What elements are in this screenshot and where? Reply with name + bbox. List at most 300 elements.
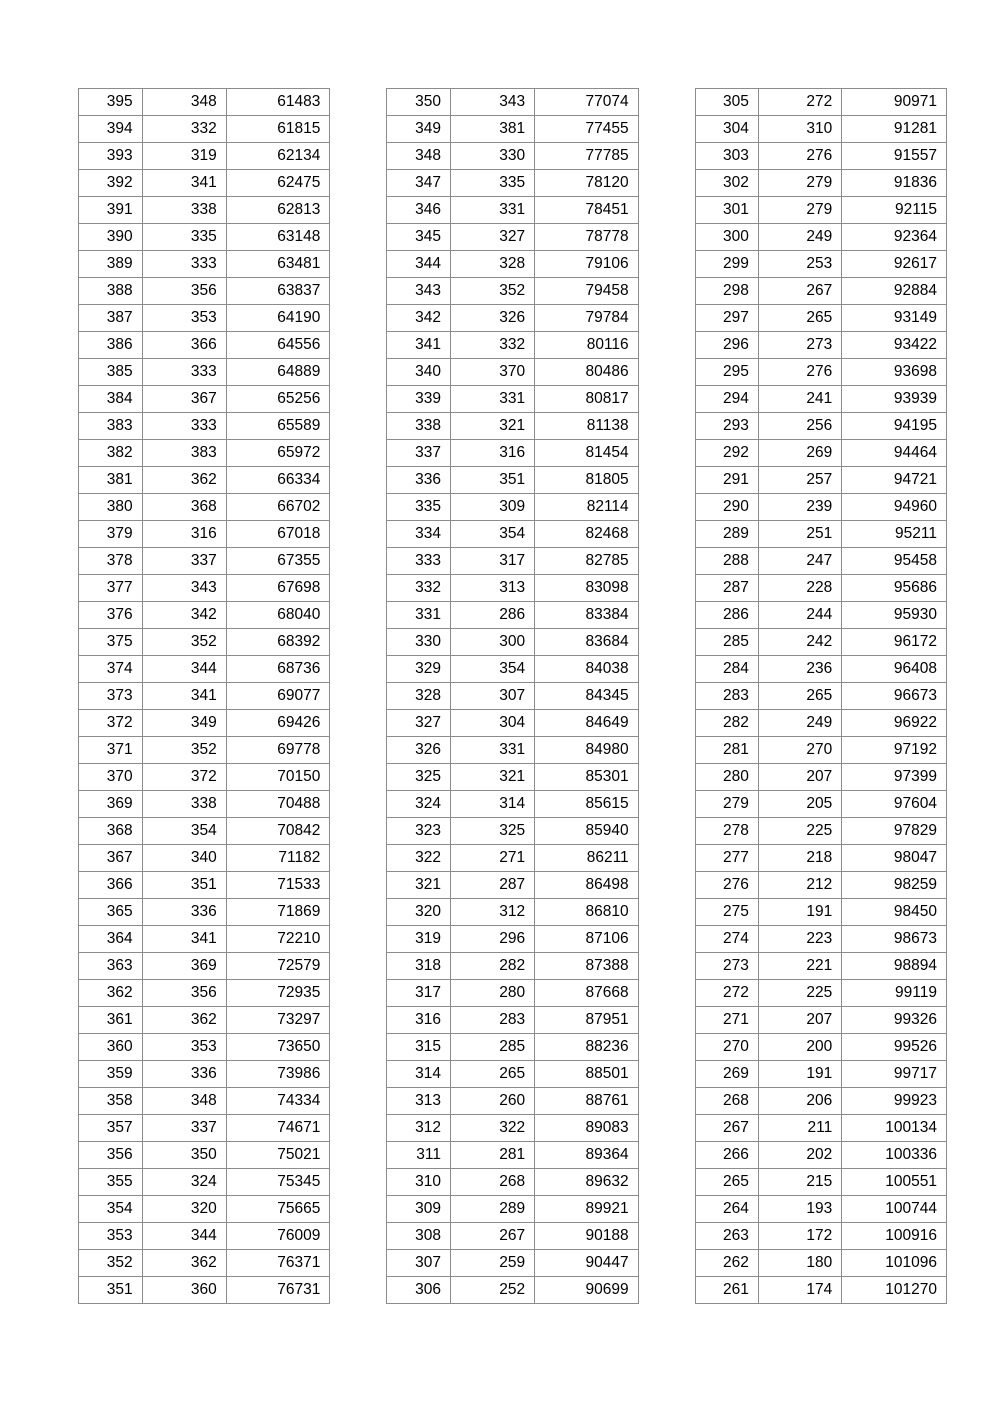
cell-count: 304	[450, 710, 534, 737]
table-row	[387, 1277, 638, 1304]
cell-count: 356	[142, 980, 226, 1007]
cell-count: 352	[142, 737, 226, 764]
cell-cumulative: 92884	[842, 278, 947, 305]
table-row	[695, 143, 946, 170]
cell-count: 337	[142, 548, 226, 575]
table-row	[387, 710, 638, 737]
cell-cumulative: 84980	[535, 737, 639, 764]
table-row	[387, 656, 638, 683]
cell-score: 328	[387, 683, 451, 710]
table-row	[79, 143, 330, 170]
cell-count: 249	[758, 710, 841, 737]
cell-count: 285	[450, 1034, 534, 1061]
cell-cumulative: 100916	[842, 1223, 947, 1250]
cell-cumulative: 69426	[226, 710, 330, 737]
cell-count: 332	[450, 332, 534, 359]
table-row	[387, 467, 638, 494]
table-row	[387, 116, 638, 143]
cell-cumulative: 86498	[535, 872, 639, 899]
table-row	[79, 1034, 330, 1061]
table-row	[387, 629, 638, 656]
table-row	[695, 548, 946, 575]
table-row	[695, 629, 946, 656]
cell-score: 342	[387, 305, 451, 332]
cell-score: 321	[387, 872, 451, 899]
cell-cumulative: 71533	[226, 872, 330, 899]
cell-score: 390	[79, 224, 143, 251]
table-row	[695, 1169, 946, 1196]
cell-count: 236	[758, 656, 841, 683]
cell-score: 271	[695, 1007, 758, 1034]
cell-score: 355	[79, 1169, 143, 1196]
table-row	[79, 1250, 330, 1277]
cell-count: 282	[450, 953, 534, 980]
cell-cumulative: 98673	[842, 926, 947, 953]
cell-score: 393	[79, 143, 143, 170]
cell-score: 353	[79, 1223, 143, 1250]
cell-score: 267	[695, 1115, 758, 1142]
table-row	[387, 926, 638, 953]
cell-count: 253	[758, 251, 841, 278]
table-row	[79, 278, 330, 305]
cell-cumulative: 85615	[535, 791, 639, 818]
table-row	[387, 440, 638, 467]
cell-score: 323	[387, 818, 451, 845]
cell-score: 320	[387, 899, 451, 926]
cell-score: 310	[387, 1169, 451, 1196]
cell-score: 387	[79, 305, 143, 332]
cell-count: 333	[142, 359, 226, 386]
table-row	[695, 1007, 946, 1034]
cell-score: 347	[387, 170, 451, 197]
table-row	[79, 386, 330, 413]
table-row	[695, 872, 946, 899]
panel-right	[695, 88, 947, 1304]
cell-score: 317	[387, 980, 451, 1007]
cell-count: 269	[758, 440, 841, 467]
cell-count: 344	[142, 1223, 226, 1250]
cell-count: 205	[758, 791, 841, 818]
cell-count: 372	[142, 764, 226, 791]
cell-cumulative: 88761	[535, 1088, 639, 1115]
cell-score: 373	[79, 683, 143, 710]
cell-score: 278	[695, 818, 758, 845]
cell-score: 284	[695, 656, 758, 683]
cell-cumulative: 78451	[535, 197, 639, 224]
cell-score: 348	[387, 143, 451, 170]
cell-score: 339	[387, 386, 451, 413]
table-row	[387, 1142, 638, 1169]
cell-count: 211	[758, 1115, 841, 1142]
cell-score: 343	[387, 278, 451, 305]
table-row	[79, 791, 330, 818]
cell-score: 374	[79, 656, 143, 683]
cell-count: 273	[758, 332, 841, 359]
cell-cumulative: 67698	[226, 575, 330, 602]
cell-score: 288	[695, 548, 758, 575]
table-row	[79, 548, 330, 575]
table-row	[695, 251, 946, 278]
cell-count: 313	[450, 575, 534, 602]
cell-score: 306	[387, 1277, 451, 1304]
cell-cumulative: 96673	[842, 683, 947, 710]
cell-score: 316	[387, 1007, 451, 1034]
cell-score: 383	[79, 413, 143, 440]
cell-cumulative: 81138	[535, 413, 639, 440]
cell-cumulative: 67018	[226, 521, 330, 548]
cell-score: 344	[387, 251, 451, 278]
cell-cumulative: 100551	[842, 1169, 947, 1196]
cell-score: 274	[695, 926, 758, 953]
cell-count: 368	[142, 494, 226, 521]
cell-cumulative: 70150	[226, 764, 330, 791]
cell-cumulative: 68392	[226, 629, 330, 656]
cell-cumulative: 74334	[226, 1088, 330, 1115]
cell-count: 283	[450, 1007, 534, 1034]
cell-score: 381	[79, 467, 143, 494]
cell-cumulative: 65256	[226, 386, 330, 413]
cell-count: 191	[758, 899, 841, 926]
table-row	[79, 1061, 330, 1088]
cell-count: 348	[142, 89, 226, 116]
cell-count: 279	[758, 170, 841, 197]
cell-count: 352	[142, 629, 226, 656]
cell-count: 200	[758, 1034, 841, 1061]
cell-cumulative: 95458	[842, 548, 947, 575]
cell-count: 316	[450, 440, 534, 467]
cell-cumulative: 101096	[842, 1250, 947, 1277]
cell-score: 345	[387, 224, 451, 251]
table-row	[79, 116, 330, 143]
cell-cumulative: 79784	[535, 305, 639, 332]
cell-score: 292	[695, 440, 758, 467]
cell-score: 296	[695, 332, 758, 359]
table-row	[79, 1223, 330, 1250]
cell-cumulative: 75665	[226, 1196, 330, 1223]
cell-count: 286	[450, 602, 534, 629]
cell-count: 193	[758, 1196, 841, 1223]
cell-count: 265	[758, 305, 841, 332]
table-row	[387, 764, 638, 791]
table-row	[79, 710, 330, 737]
cell-score: 331	[387, 602, 451, 629]
cell-count: 354	[450, 656, 534, 683]
table-row	[387, 332, 638, 359]
table-row	[387, 494, 638, 521]
cell-score: 372	[79, 710, 143, 737]
cell-score: 285	[695, 629, 758, 656]
table-row	[79, 1277, 330, 1304]
cell-count: 268	[450, 1169, 534, 1196]
table-row	[387, 1169, 638, 1196]
cell-count: 212	[758, 872, 841, 899]
cell-count: 260	[450, 1088, 534, 1115]
cell-count: 314	[450, 791, 534, 818]
table-row	[79, 170, 330, 197]
cell-count: 326	[450, 305, 534, 332]
cell-count: 316	[142, 521, 226, 548]
cell-cumulative: 98259	[842, 872, 947, 899]
cell-cumulative: 98047	[842, 845, 947, 872]
cell-cumulative: 92115	[842, 197, 947, 224]
cell-cumulative: 99119	[842, 980, 947, 1007]
table-row	[695, 575, 946, 602]
cell-cumulative: 61483	[226, 89, 330, 116]
table-row	[387, 1088, 638, 1115]
cell-cumulative: 86211	[535, 845, 639, 872]
cell-cumulative: 75345	[226, 1169, 330, 1196]
table-row	[695, 467, 946, 494]
cell-cumulative: 100134	[842, 1115, 947, 1142]
cell-count: 296	[450, 926, 534, 953]
table-row	[387, 1250, 638, 1277]
cell-cumulative: 92617	[842, 251, 947, 278]
table-row	[79, 521, 330, 548]
cell-cumulative: 86810	[535, 899, 639, 926]
table-row	[79, 1142, 330, 1169]
cell-score: 351	[79, 1277, 143, 1304]
cell-count: 251	[758, 521, 841, 548]
cell-cumulative: 90188	[535, 1223, 639, 1250]
cell-count: 381	[450, 116, 534, 143]
cell-count: 215	[758, 1169, 841, 1196]
table-row	[387, 1007, 638, 1034]
cell-cumulative: 83684	[535, 629, 639, 656]
cell-cumulative: 84649	[535, 710, 639, 737]
cell-cumulative: 63837	[226, 278, 330, 305]
cell-count: 207	[758, 764, 841, 791]
cell-count: 239	[758, 494, 841, 521]
cell-score: 311	[387, 1142, 451, 1169]
cell-score: 338	[387, 413, 451, 440]
cell-score: 354	[79, 1196, 143, 1223]
cell-score: 264	[695, 1196, 758, 1223]
cell-score: 327	[387, 710, 451, 737]
cell-cumulative: 95686	[842, 575, 947, 602]
cell-cumulative: 64190	[226, 305, 330, 332]
cell-cumulative: 72935	[226, 980, 330, 1007]
cell-cumulative: 84038	[535, 656, 639, 683]
cell-score: 337	[387, 440, 451, 467]
cell-cumulative: 97192	[842, 737, 947, 764]
cell-cumulative: 68040	[226, 602, 330, 629]
table-row	[79, 197, 330, 224]
cell-cumulative: 73986	[226, 1061, 330, 1088]
cell-cumulative: 92364	[842, 224, 947, 251]
table-row	[695, 656, 946, 683]
cell-count: 265	[450, 1061, 534, 1088]
cell-cumulative: 82114	[535, 494, 639, 521]
table-row	[387, 872, 638, 899]
cell-cumulative: 89083	[535, 1115, 639, 1142]
table-row	[79, 1115, 330, 1142]
table-row	[387, 197, 638, 224]
cell-cumulative: 93698	[842, 359, 947, 386]
table-row	[79, 926, 330, 953]
cell-count: 307	[450, 683, 534, 710]
cell-count: 317	[450, 548, 534, 575]
cell-score: 385	[79, 359, 143, 386]
table-row	[387, 1061, 638, 1088]
panel-middle	[386, 88, 638, 1304]
cell-cumulative: 64889	[226, 359, 330, 386]
cell-count: 353	[142, 305, 226, 332]
table-row	[695, 926, 946, 953]
cell-cumulative: 72210	[226, 926, 330, 953]
cell-score: 262	[695, 1250, 758, 1277]
cell-count: 225	[758, 980, 841, 1007]
table-row	[387, 89, 638, 116]
cell-score: 272	[695, 980, 758, 1007]
cell-cumulative: 62134	[226, 143, 330, 170]
panel-left	[78, 88, 330, 1304]
cell-count: 338	[142, 197, 226, 224]
cell-cumulative: 81454	[535, 440, 639, 467]
cell-cumulative: 77785	[535, 143, 639, 170]
table-row	[695, 1115, 946, 1142]
cell-count: 331	[450, 737, 534, 764]
cell-cumulative: 89921	[535, 1196, 639, 1223]
cell-score: 388	[79, 278, 143, 305]
cell-score: 371	[79, 737, 143, 764]
cell-score: 329	[387, 656, 451, 683]
cell-score: 340	[387, 359, 451, 386]
table-row	[79, 683, 330, 710]
cell-score: 369	[79, 791, 143, 818]
table-row	[387, 1223, 638, 1250]
cell-score: 295	[695, 359, 758, 386]
cell-count: 366	[142, 332, 226, 359]
cell-count: 336	[142, 899, 226, 926]
cell-score: 309	[387, 1196, 451, 1223]
table-row	[79, 737, 330, 764]
cell-cumulative: 62475	[226, 170, 330, 197]
cell-cumulative: 71869	[226, 899, 330, 926]
cell-count: 202	[758, 1142, 841, 1169]
cell-count: 324	[142, 1169, 226, 1196]
cell-count: 354	[142, 818, 226, 845]
table-row	[387, 413, 638, 440]
table-row	[79, 224, 330, 251]
cell-cumulative: 61815	[226, 116, 330, 143]
cell-score: 379	[79, 521, 143, 548]
table-row	[695, 791, 946, 818]
cell-cumulative: 74671	[226, 1115, 330, 1142]
cell-score: 364	[79, 926, 143, 953]
cell-cumulative: 70842	[226, 818, 330, 845]
cell-count: 279	[758, 197, 841, 224]
cell-score: 375	[79, 629, 143, 656]
cell-score: 281	[695, 737, 758, 764]
table-row	[387, 305, 638, 332]
cell-count: 348	[142, 1088, 226, 1115]
cell-cumulative: 69778	[226, 737, 330, 764]
cell-count: 241	[758, 386, 841, 413]
table-row	[79, 1007, 330, 1034]
table-row	[695, 845, 946, 872]
cell-score: 378	[79, 548, 143, 575]
cell-cumulative: 63481	[226, 251, 330, 278]
cell-score: 279	[695, 791, 758, 818]
cell-score: 362	[79, 980, 143, 1007]
cell-score: 261	[695, 1277, 758, 1304]
cell-count: 276	[758, 143, 841, 170]
cell-score: 356	[79, 1142, 143, 1169]
cell-score: 330	[387, 629, 451, 656]
cell-cumulative: 66334	[226, 467, 330, 494]
cell-count: 271	[450, 845, 534, 872]
table-row	[387, 521, 638, 548]
cell-count: 270	[758, 737, 841, 764]
cell-cumulative: 97399	[842, 764, 947, 791]
cell-score: 276	[695, 872, 758, 899]
table-row	[79, 980, 330, 1007]
cell-score: 352	[79, 1250, 143, 1277]
cell-count: 343	[450, 89, 534, 116]
cell-score: 298	[695, 278, 758, 305]
cell-cumulative: 96408	[842, 656, 947, 683]
cell-cumulative: 73297	[226, 1007, 330, 1034]
cell-score: 315	[387, 1034, 451, 1061]
cell-score: 268	[695, 1088, 758, 1115]
cell-count: 362	[142, 467, 226, 494]
table-row	[79, 764, 330, 791]
table-row	[79, 494, 330, 521]
cell-count: 180	[758, 1250, 841, 1277]
cell-cumulative: 83384	[535, 602, 639, 629]
cell-score: 335	[387, 494, 451, 521]
cell-score: 302	[695, 170, 758, 197]
cell-cumulative: 96172	[842, 629, 947, 656]
cell-score: 394	[79, 116, 143, 143]
cell-count: 244	[758, 602, 841, 629]
cell-cumulative: 95211	[842, 521, 947, 548]
cell-count: 352	[450, 278, 534, 305]
cell-cumulative: 76009	[226, 1223, 330, 1250]
cell-count: 331	[450, 386, 534, 413]
cell-score: 395	[79, 89, 143, 116]
cell-score: 326	[387, 737, 451, 764]
cell-cumulative: 85940	[535, 818, 639, 845]
cell-count: 218	[758, 845, 841, 872]
cell-cumulative: 98450	[842, 899, 947, 926]
table-row	[387, 602, 638, 629]
cell-count: 281	[450, 1142, 534, 1169]
cell-count: 267	[758, 278, 841, 305]
cell-score: 308	[387, 1223, 451, 1250]
table-row	[387, 818, 638, 845]
cell-cumulative: 69077	[226, 683, 330, 710]
cell-count: 172	[758, 1223, 841, 1250]
cell-score: 286	[695, 602, 758, 629]
cell-cumulative: 99326	[842, 1007, 947, 1034]
cell-cumulative: 70488	[226, 791, 330, 818]
table-row	[79, 818, 330, 845]
cell-score: 304	[695, 116, 758, 143]
cell-count: 343	[142, 575, 226, 602]
cell-count: 289	[450, 1196, 534, 1223]
cell-cumulative: 87668	[535, 980, 639, 1007]
cell-count: 247	[758, 548, 841, 575]
cell-cumulative: 99526	[842, 1034, 947, 1061]
cell-count: 309	[450, 494, 534, 521]
cell-score: 357	[79, 1115, 143, 1142]
table-row	[695, 89, 946, 116]
cell-cumulative: 101270	[842, 1277, 947, 1304]
table-row	[387, 1034, 638, 1061]
cell-cumulative: 89632	[535, 1169, 639, 1196]
cell-count: 221	[758, 953, 841, 980]
